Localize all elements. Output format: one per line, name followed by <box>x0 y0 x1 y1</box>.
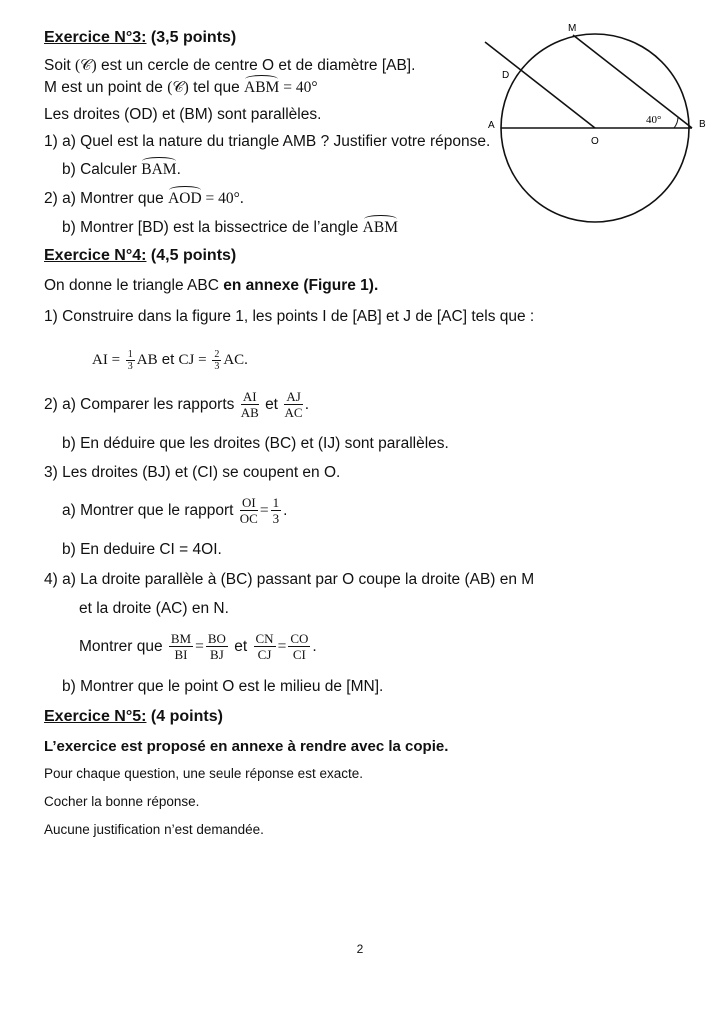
ex3-q1a: 1) a) Quel est la nature du triangle AMB ? Justifier votre réponse. <box>44 133 491 150</box>
ex4-title <box>44 246 236 266</box>
ex4-label: Exercice N°4: <box>44 247 147 264</box>
ex5-line3: Cocher la bonne réponse. <box>44 794 200 809</box>
ex4-q4a-line2: et la droite (AC) en N. <box>79 600 229 617</box>
ex5-line4: Aucune justification n’est demandée. <box>44 822 264 837</box>
ex4-q4a-line3: Montrer que $\frac{BM}{BI}$ = $\frac{BO}{BJ}$ et $\frac{CN}{CJ}$ = $\frac{CO}{CI}$ . <box>79 631 317 663</box>
label-d: D <box>502 70 510 81</box>
ex3-line1: Soit (𝒞) est un cercle de centre O et de diamètre [AB]. <box>44 57 416 74</box>
ex5-title <box>44 707 223 727</box>
ex5-line1: L’exercice est proposé en annexe à rendre avec la copie. <box>44 738 449 755</box>
ex4-q2a: 2) a) Comparer les rapports $\frac{AI}{AB}$ et $\frac{AJ}{AC}$ . <box>44 389 310 421</box>
line-bm <box>573 35 692 128</box>
angle-arc <box>674 117 678 128</box>
ex4-q4b: b) Montrer que le point O est le milieu de [MN]. <box>62 678 384 695</box>
ex4-q1: 1) Construire dans la figure 1, les points I de [AB] et J de [AC] tels que : <box>44 308 535 325</box>
angle-label: 40° <box>646 114 662 126</box>
ex3-q2b: b) Montrer [BD) est la bissectrice de l’angle ABM <box>62 219 398 236</box>
ex5-points: (4 points) <box>150 708 223 725</box>
ex4-q4a-line1: 4) a) La droite parallèle à (BC) passant par O coupe la droite (AB) en M <box>44 571 535 588</box>
label-o: O <box>591 136 599 147</box>
ex3-points: (3,5 points) <box>150 29 237 46</box>
ex3-line2: M est un point de (𝒞) tel que ABM = 40° <box>44 79 318 96</box>
ex4-q3b: b) En deduire CI = 4OI. <box>62 541 222 558</box>
ex5-line2: Pour chaque question, une seule réponse est exacte. <box>44 766 363 781</box>
ex5-label: Exercice N°5: <box>44 708 147 725</box>
ex4-points: (4,5 points) <box>150 247 237 264</box>
ex3-label: Exercice N°3: <box>44 29 147 46</box>
label-a: A <box>488 120 495 131</box>
page-number: 2 <box>356 942 364 956</box>
ex4-q3a: a) Montrer que le rapport $\frac{OI}{OC}$ = $\frac{1}{3}$ . <box>62 495 288 527</box>
label-b: B <box>699 119 706 130</box>
ex4-formula: AI = $\frac{1}{3}$ AB et CJ = $\frac{2}{3}$ AC. <box>92 349 248 373</box>
circle-figure <box>478 16 710 236</box>
ex3-title <box>44 28 236 48</box>
ex4-line1: On donne le triangle ABC en annexe (Figure 1). <box>44 277 379 294</box>
ex4-q2b: b) En déduire que les droites (BC) et (IJ) sont parallèles. <box>62 435 449 452</box>
ex3-q1b: b) Calculer BAM. <box>62 161 181 178</box>
ex3-q2a: 2) a) Montrer que AOD = 40°. <box>44 190 244 207</box>
ex3-line3: Les droites (OD) et (BM) sont parallèles. <box>44 106 322 123</box>
ex4-q3: 3) Les droites (BJ) et (CI) se coupent en O. <box>44 464 341 481</box>
label-m: M <box>568 23 577 34</box>
